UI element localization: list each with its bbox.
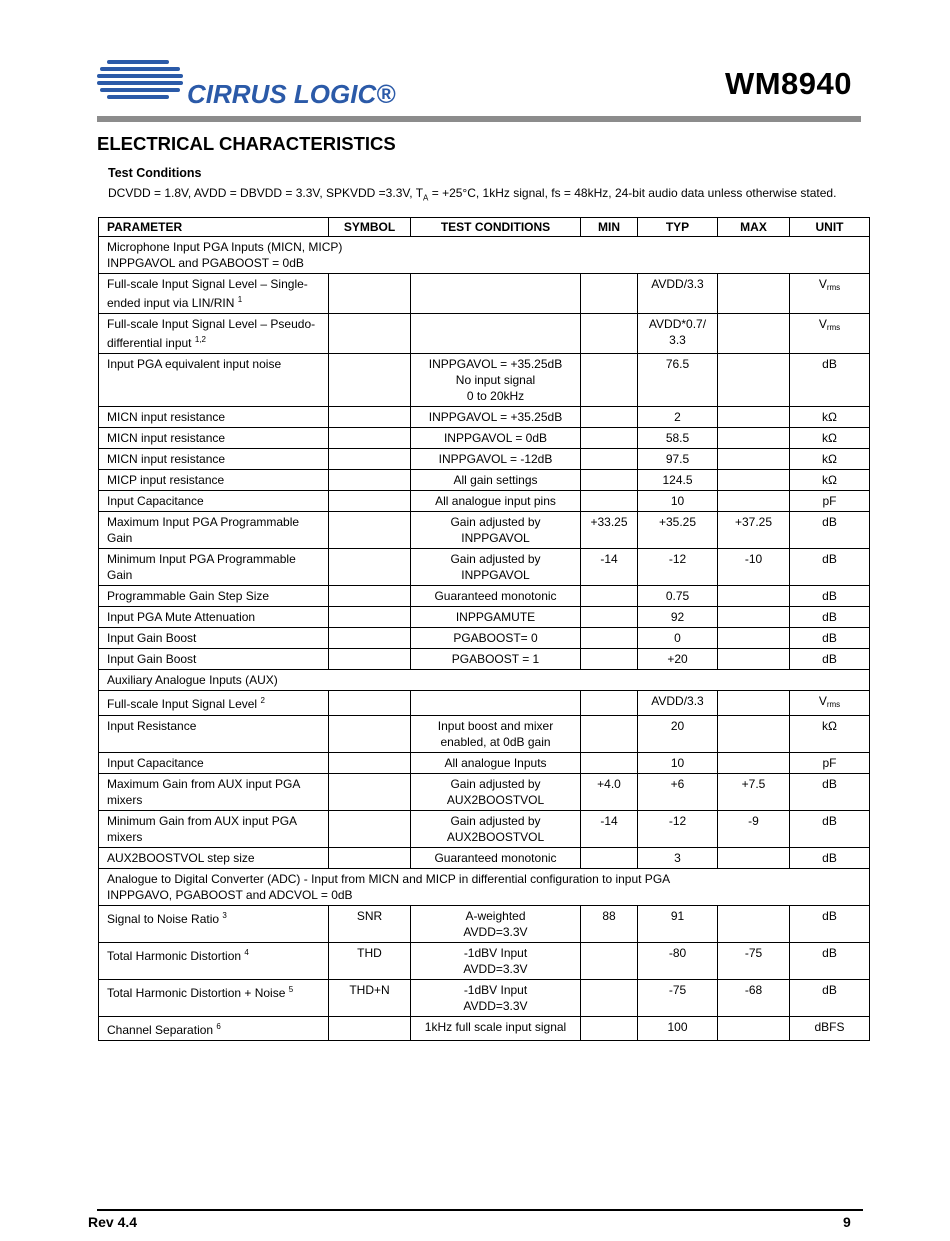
table-row	[99, 274, 870, 314]
table-row	[99, 586, 870, 607]
col-header: MIN	[581, 218, 638, 237]
typ-cell: -12	[638, 811, 718, 848]
table-row	[99, 980, 870, 1017]
typ-cell: 3	[638, 848, 718, 869]
parameter-cell: Full-scale Input Signal Level – Pseudo-differential input $^{1,2}$	[99, 314, 329, 354]
footnote-ref: 3	[222, 911, 227, 920]
min-cell	[581, 753, 638, 774]
parameter-cell: AUX2BOOSTVOL step size	[99, 848, 329, 869]
typ-cell: +35.25	[638, 512, 718, 549]
min-cell	[581, 407, 638, 428]
unit-cell: dB	[790, 586, 870, 607]
symbol-cell	[329, 449, 411, 470]
test-conditions-cell: All gain settings	[411, 470, 581, 491]
typ-cell: 10	[638, 753, 718, 774]
min-cell	[581, 691, 638, 716]
symbol-cell	[329, 811, 411, 848]
footnote-ref: 1	[237, 295, 243, 304]
max-cell: +37.25	[718, 512, 790, 549]
min-cell	[581, 716, 638, 753]
unit-cell: kΩ	[790, 407, 870, 428]
table-row	[99, 1017, 870, 1041]
table-row	[99, 470, 870, 491]
max-cell	[718, 848, 790, 869]
footnote-ref: 6	[216, 1022, 221, 1031]
parameter-cell: MICP input resistance	[99, 470, 329, 491]
test-conditions-text: DCVDD = 1.8V, AVDD = DBVDD = 3.3V, SPKVDD =3.3V, $T_A = +25^\circ C$, 1kHz signal, fs = 48kHz, 24-bit audio data unless otherwise stated.	[108, 186, 837, 203]
test-conditions-cell	[411, 691, 581, 716]
parameter-cell: Input Capacitance	[99, 491, 329, 512]
symbol-cell	[329, 512, 411, 549]
col-header: MAX	[718, 218, 790, 237]
part-number: WM8940	[724, 66, 852, 101]
min-cell	[581, 470, 638, 491]
header-rule	[97, 116, 861, 122]
symbol-cell	[329, 607, 411, 628]
typ-cell: 92	[638, 607, 718, 628]
typ-cell: 2	[638, 407, 718, 428]
unit-cell: dB	[790, 848, 870, 869]
parameter-cell: Total Harmonic Distortion $^4$	[99, 943, 329, 980]
max-cell: -68	[718, 980, 790, 1017]
min-cell: +33.25	[581, 512, 638, 549]
revision-label: Rev 4.4	[88, 1214, 138, 1230]
max-cell	[718, 753, 790, 774]
unit-cell: dBFS	[790, 1017, 870, 1041]
min-cell	[581, 586, 638, 607]
max-cell	[718, 470, 790, 491]
min-cell	[581, 354, 638, 407]
max-cell: -10	[718, 549, 790, 586]
test-conditions-cell: INPPGAVOL = +35.25dB	[411, 407, 581, 428]
min-cell	[581, 943, 638, 980]
test-conditions-cell: Gain adjusted by AUX2BOOSTVOL	[411, 774, 581, 811]
unit-subscript: rms	[826, 700, 841, 709]
unit-cell: Vrms	[790, 274, 870, 314]
typ-cell: AVDD*0.7/ 3.3	[638, 314, 718, 354]
typ-cell: +20	[638, 649, 718, 670]
symbol-cell	[329, 628, 411, 649]
unit-cell: dB	[790, 774, 870, 811]
max-cell	[718, 354, 790, 407]
table-row	[99, 691, 870, 716]
parameter-cell: Signal to Noise Ratio $^3$	[99, 906, 329, 943]
section-title: ELECTRICAL CHARACTERISTICS	[97, 133, 396, 154]
min-cell	[581, 848, 638, 869]
symbol-cell	[329, 848, 411, 869]
parameter-cell: Input Capacitance	[99, 753, 329, 774]
unit-subscript: rms	[826, 283, 841, 292]
test-conditions-cell: PGABOOST = 1	[411, 649, 581, 670]
col-header: UNIT	[790, 218, 870, 237]
test-conditions-cell: PGABOOST= 0	[411, 628, 581, 649]
max-cell	[718, 449, 790, 470]
section-header-row	[99, 237, 870, 274]
min-cell: +4.0	[581, 774, 638, 811]
section-title-cell: Microphone Input PGA Inputs (MICN, MICP) INPPGAVOL and PGABOOST = 0dB	[99, 237, 870, 274]
typ-cell: 91	[638, 906, 718, 943]
typ-cell: 20	[638, 716, 718, 753]
cirrus-logic-logo	[97, 52, 397, 110]
symbol-cell	[329, 274, 411, 314]
parameter-cell: MICN input resistance	[99, 449, 329, 470]
test-conditions-cell: -1dBV Input AVDD=3.3V	[411, 980, 581, 1017]
max-cell	[718, 274, 790, 314]
min-cell	[581, 428, 638, 449]
symbol-cell	[329, 491, 411, 512]
min-cell	[581, 491, 638, 512]
table-row	[99, 549, 870, 586]
parameter-cell: Full-scale Input Signal Level $^2$	[99, 691, 329, 716]
max-cell	[718, 649, 790, 670]
symbol-cell	[329, 691, 411, 716]
test-conditions-cell	[411, 274, 581, 314]
footnote-ref: 4	[244, 948, 249, 957]
logo-text: CIRRUS LOGIC®	[187, 79, 396, 109]
typ-cell: 0.75	[638, 586, 718, 607]
min-cell	[581, 274, 638, 314]
unit-cell: pF	[790, 753, 870, 774]
symbol-cell: SNR	[329, 906, 411, 943]
test-conditions-cell: -1dBV Input AVDD=3.3V	[411, 943, 581, 980]
parameter-cell: Full-scale Input Signal Level – Single-ended input via LIN/RIN $^1$	[99, 274, 329, 314]
table-row	[99, 943, 870, 980]
unit-cell: kΩ	[790, 449, 870, 470]
typ-cell: 76.5	[638, 354, 718, 407]
unit-subscript: rms	[826, 323, 841, 332]
test-conditions-cell: 1kHz full scale input signal	[411, 1017, 581, 1041]
section-header-row	[99, 670, 870, 691]
symbol-cell	[329, 1017, 411, 1041]
max-cell	[718, 906, 790, 943]
unit-cell: Vrms	[790, 691, 870, 716]
symbol-cell: THD+N	[329, 980, 411, 1017]
parameter-cell: Minimum Gain from AUX input PGA mixers	[99, 811, 329, 848]
unit-cell: Vrms	[790, 314, 870, 354]
typ-cell: -12	[638, 549, 718, 586]
test-conditions-cell: Input boost and mixer enabled, at 0dB gain	[411, 716, 581, 753]
col-header: TEST CONDITIONS	[411, 218, 581, 237]
typ-cell: 100	[638, 1017, 718, 1041]
max-cell: +7.5	[718, 774, 790, 811]
symbol-cell	[329, 354, 411, 407]
typ-cell: AVDD/3.3	[638, 691, 718, 716]
max-cell	[718, 607, 790, 628]
min-cell	[581, 649, 638, 670]
col-header: PARAMETER	[99, 218, 329, 237]
parameter-cell: Input PGA equivalent input noise	[99, 354, 329, 407]
unit-cell: dB	[790, 628, 870, 649]
table-row	[99, 753, 870, 774]
test-conditions-cell: Guaranteed monotonic	[411, 848, 581, 869]
test-conditions-cell: INPPGAVOL = 0dB	[411, 428, 581, 449]
symbol-cell	[329, 407, 411, 428]
unit-cell: kΩ	[790, 470, 870, 491]
max-cell	[718, 691, 790, 716]
max-cell	[718, 491, 790, 512]
table-row	[99, 354, 870, 407]
unit-cell: dB	[790, 943, 870, 980]
electrical-characteristics-table	[98, 217, 870, 1041]
footnote-ref: 2	[260, 696, 265, 705]
max-cell: -75	[718, 943, 790, 980]
col-header: TYP	[638, 218, 718, 237]
typ-cell: 124.5	[638, 470, 718, 491]
unit-cell: dB	[790, 649, 870, 670]
min-cell	[581, 980, 638, 1017]
test-conditions-cell: INPPGAVOL = +35.25dB No input signal 0 to 20kHz	[411, 354, 581, 407]
table-row	[99, 512, 870, 549]
max-cell	[718, 716, 790, 753]
table-row	[99, 848, 870, 869]
table-row	[99, 607, 870, 628]
test-conditions-cell: A-weighted AVDD=3.3V	[411, 906, 581, 943]
page-number: 9	[843, 1214, 851, 1230]
table-row	[99, 628, 870, 649]
min-cell	[581, 1017, 638, 1041]
section-title-cell: Auxiliary Analogue Inputs (AUX)	[99, 670, 870, 691]
typ-cell: 10	[638, 491, 718, 512]
min-cell	[581, 314, 638, 354]
max-cell: -9	[718, 811, 790, 848]
table-row	[99, 428, 870, 449]
unit-cell: dB	[790, 512, 870, 549]
parameter-cell: Maximum Input PGA Programmable Gain	[99, 512, 329, 549]
parameter-cell: Maximum Gain from AUX input PGA mixers	[99, 774, 329, 811]
unit-cell: dB	[790, 607, 870, 628]
test-conditions-cell: Gain adjusted by INPPGAVOL	[411, 549, 581, 586]
min-cell: -14	[581, 549, 638, 586]
table-header-row	[99, 218, 870, 237]
unit-cell: pF	[790, 491, 870, 512]
unit-cell: dB	[790, 354, 870, 407]
parameter-cell: Input Gain Boost	[99, 628, 329, 649]
max-cell	[718, 586, 790, 607]
unit-cell: kΩ	[790, 428, 870, 449]
typ-cell: -75	[638, 980, 718, 1017]
min-cell	[581, 449, 638, 470]
typ-cell: 58.5	[638, 428, 718, 449]
symbol-cell	[329, 649, 411, 670]
min-cell	[581, 607, 638, 628]
typ-cell: 97.5	[638, 449, 718, 470]
table-row	[99, 314, 870, 354]
section-header-row	[99, 869, 870, 906]
min-cell: 88	[581, 906, 638, 943]
parameter-cell: Channel Separation $^6$	[99, 1017, 329, 1041]
test-conditions-cell: All analogue input pins	[411, 491, 581, 512]
test-conditions-cell: Guaranteed monotonic	[411, 586, 581, 607]
min-cell	[581, 628, 638, 649]
max-cell	[718, 428, 790, 449]
symbol-cell	[329, 753, 411, 774]
col-header: SYMBOL	[329, 218, 411, 237]
parameter-cell: Total Harmonic Distortion + Noise $^5$	[99, 980, 329, 1017]
symbol-cell	[329, 774, 411, 811]
max-cell	[718, 314, 790, 354]
max-cell	[718, 628, 790, 649]
max-cell	[718, 1017, 790, 1041]
unit-cell: dB	[790, 549, 870, 586]
unit-cell: kΩ	[790, 716, 870, 753]
typ-cell: -80	[638, 943, 718, 980]
table-row	[99, 449, 870, 470]
test-conditions-cell	[411, 314, 581, 354]
table-row	[99, 811, 870, 848]
test-conditions-title: Test Conditions	[108, 166, 202, 180]
parameter-cell: Input Gain Boost	[99, 649, 329, 670]
typ-cell: AVDD/3.3	[638, 274, 718, 314]
symbol-cell	[329, 428, 411, 449]
table-row	[99, 407, 870, 428]
test-conditions-cell: All analogue Inputs	[411, 753, 581, 774]
parameter-cell: MICN input resistance	[99, 407, 329, 428]
section-title-cell: Analogue to Digital Converter (ADC) - Input from MICN and MICP in differential configuration to input PGA INPPGAVO, PGABOOST and ADCVOL = 0dB	[99, 869, 870, 906]
test-conditions-cell: Gain adjusted by INPPGAVOL	[411, 512, 581, 549]
symbol-cell: THD	[329, 943, 411, 980]
unit-cell: dB	[790, 980, 870, 1017]
footer-rule	[97, 1209, 863, 1211]
test-conditions-cell: INPPGAVOL = -12dB	[411, 449, 581, 470]
test-conditions-cell: Gain adjusted by AUX2BOOSTVOL	[411, 811, 581, 848]
symbol-cell	[329, 716, 411, 753]
symbol-cell	[329, 314, 411, 354]
min-cell: -14	[581, 811, 638, 848]
symbol-cell	[329, 586, 411, 607]
parameter-cell: Input PGA Mute Attenuation	[99, 607, 329, 628]
table-row	[99, 716, 870, 753]
typ-cell: 0	[638, 628, 718, 649]
symbol-cell	[329, 549, 411, 586]
footnote-ref: 1,2	[194, 335, 206, 344]
table-row	[99, 491, 870, 512]
max-cell	[718, 407, 790, 428]
typ-cell: +6	[638, 774, 718, 811]
footnote-ref: 5	[288, 985, 294, 994]
test-conditions-cell: INPPGAMUTE	[411, 607, 581, 628]
table-row	[99, 774, 870, 811]
symbol-cell	[329, 470, 411, 491]
parameter-cell: Programmable Gain Step Size	[99, 586, 329, 607]
table-row	[99, 906, 870, 943]
table-row	[99, 649, 870, 670]
parameter-cell: Input Resistance	[99, 716, 329, 753]
unit-cell: dB	[790, 811, 870, 848]
unit-cell: dB	[790, 906, 870, 943]
parameter-cell: MICN input resistance	[99, 428, 329, 449]
parameter-cell: Minimum Input PGA Programmable Gain	[99, 549, 329, 586]
